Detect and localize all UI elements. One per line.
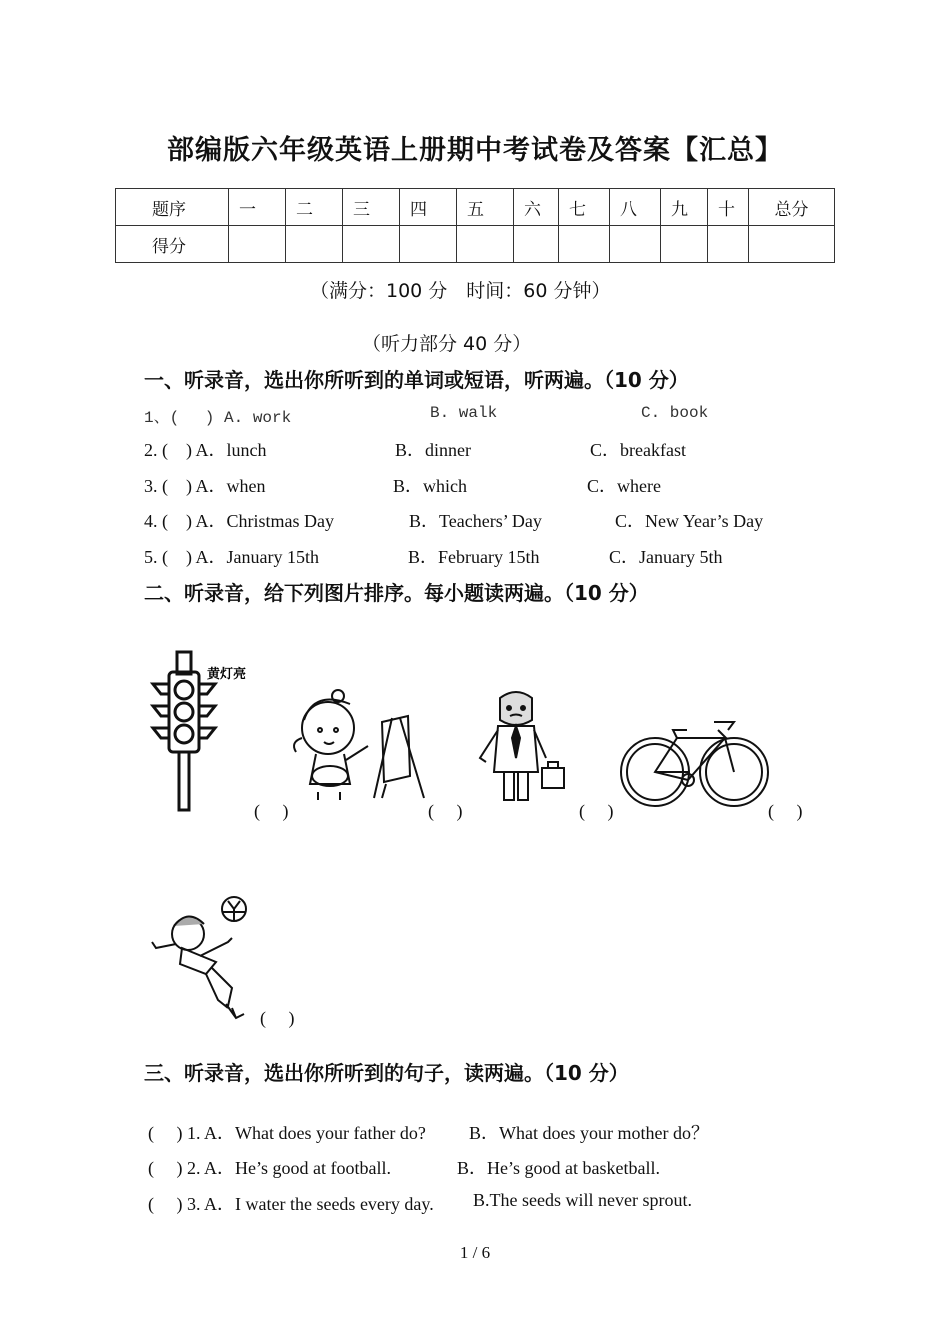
score-table-col: 五 [457, 189, 514, 226]
score-table-col: 九 [661, 189, 708, 226]
s3-q3-a: ( ) 3. A．I water the seeds every day. [148, 1194, 434, 1214]
section1-title: 一、听录音，选出你所听到的单词或短语，听两遍。（10 分） [144, 368, 689, 392]
s1-q2-b: B．dinner [395, 440, 471, 460]
exam-meta: （满分：100 分 时间：60 分钟） [310, 280, 611, 302]
s2-blank-2[interactable]: ( ) [428, 801, 463, 821]
s2-blank-3[interactable]: ( ) [579, 801, 614, 821]
s3-q1-a: ( ) 1. A．What does your father do? [148, 1123, 426, 1143]
s2-blank-1[interactable]: ( ) [254, 801, 289, 821]
section2-title: 二、听录音，给下列图片排序。每小题读两遍。（10 分） [144, 581, 649, 605]
score-table-total: 总分 [749, 189, 835, 226]
traffic-light-image [145, 648, 255, 813]
s1-q1-b: B. walk [430, 404, 498, 422]
s1-q4-b: B．Teachers’ Day [409, 511, 542, 531]
s1-q4-a: 4. ( ) A．Christmas Day [144, 511, 334, 531]
score-cell[interactable] [400, 226, 457, 263]
score-table-col: 八 [610, 189, 661, 226]
score-table-col: 一 [229, 189, 286, 226]
s1-q1-c: C. book [641, 404, 709, 422]
score-table [115, 188, 835, 263]
s3-q2-a: ( ) 2. A．He’s good at football. [148, 1158, 391, 1178]
s3-q3-b: B.The seeds will never sprout. [473, 1190, 692, 1210]
score-table-col: 六 [514, 189, 559, 226]
score-table-row-label: 得分 [116, 226, 229, 263]
score-cell[interactable] [514, 226, 559, 263]
score-cell[interactable] [286, 226, 343, 263]
man-suitcase-image [476, 686, 571, 806]
s1-q3-b: B．which [393, 476, 467, 496]
boy-football-image [146, 892, 258, 1024]
score-table-col: 四 [400, 189, 457, 226]
listening-header: （听力部分 40 分） [362, 333, 532, 355]
s2-blank-5[interactable]: ( ) [260, 1008, 295, 1028]
s1-q2-a: 2. ( ) A．lunch [144, 440, 267, 460]
score-table-score-row [116, 226, 835, 263]
score-table-col: 三 [343, 189, 400, 226]
score-cell[interactable] [229, 226, 286, 263]
score-cell[interactable] [559, 226, 610, 263]
score-cell[interactable] [457, 226, 514, 263]
score-table-col: 七 [559, 189, 610, 226]
s3-q2-b: B．He’s good at basketball. [457, 1158, 660, 1178]
score-cell[interactable] [661, 226, 708, 263]
page-title: 部编版六年级英语上册期中考试卷及答案【汇总】 [167, 135, 783, 166]
score-cell[interactable] [749, 226, 835, 263]
s1-q2-c: C．breakfast [590, 440, 686, 460]
s3-q1-b: B．What does your mother do？ [469, 1123, 709, 1143]
score-cell[interactable] [343, 226, 400, 263]
score-table-row-label: 题序 [116, 189, 229, 226]
s1-q3-a: 3. ( ) A．when [144, 476, 266, 496]
score-table-header-row [116, 189, 835, 226]
page-number: 1 / 6 [459, 1243, 491, 1262]
s2-blank-4[interactable]: ( ) [768, 801, 803, 821]
score-table-col: 二 [286, 189, 343, 226]
score-cell[interactable] [708, 226, 749, 263]
s1-q5-a: 5. ( ) A．January 15th [144, 547, 319, 567]
traffic-light-label: 黄灯亮 [207, 667, 247, 682]
section3-title: 三、听录音，选出你所听到的句子，读两遍。（10 分） [144, 1061, 629, 1085]
bicycle-image [618, 716, 773, 808]
s1-q1-a: 1、( ) A. work [144, 409, 292, 427]
s1-q5-b: B．February 15th [408, 547, 540, 567]
girl-painting-image [290, 688, 430, 803]
s1-q3-c: C．where [587, 476, 661, 496]
score-cell[interactable] [610, 226, 661, 263]
score-table-col: 十 [708, 189, 749, 226]
s1-q4-c: C．New Year’s Day [615, 511, 764, 531]
s1-q5-c: C．January 5th [609, 547, 723, 567]
